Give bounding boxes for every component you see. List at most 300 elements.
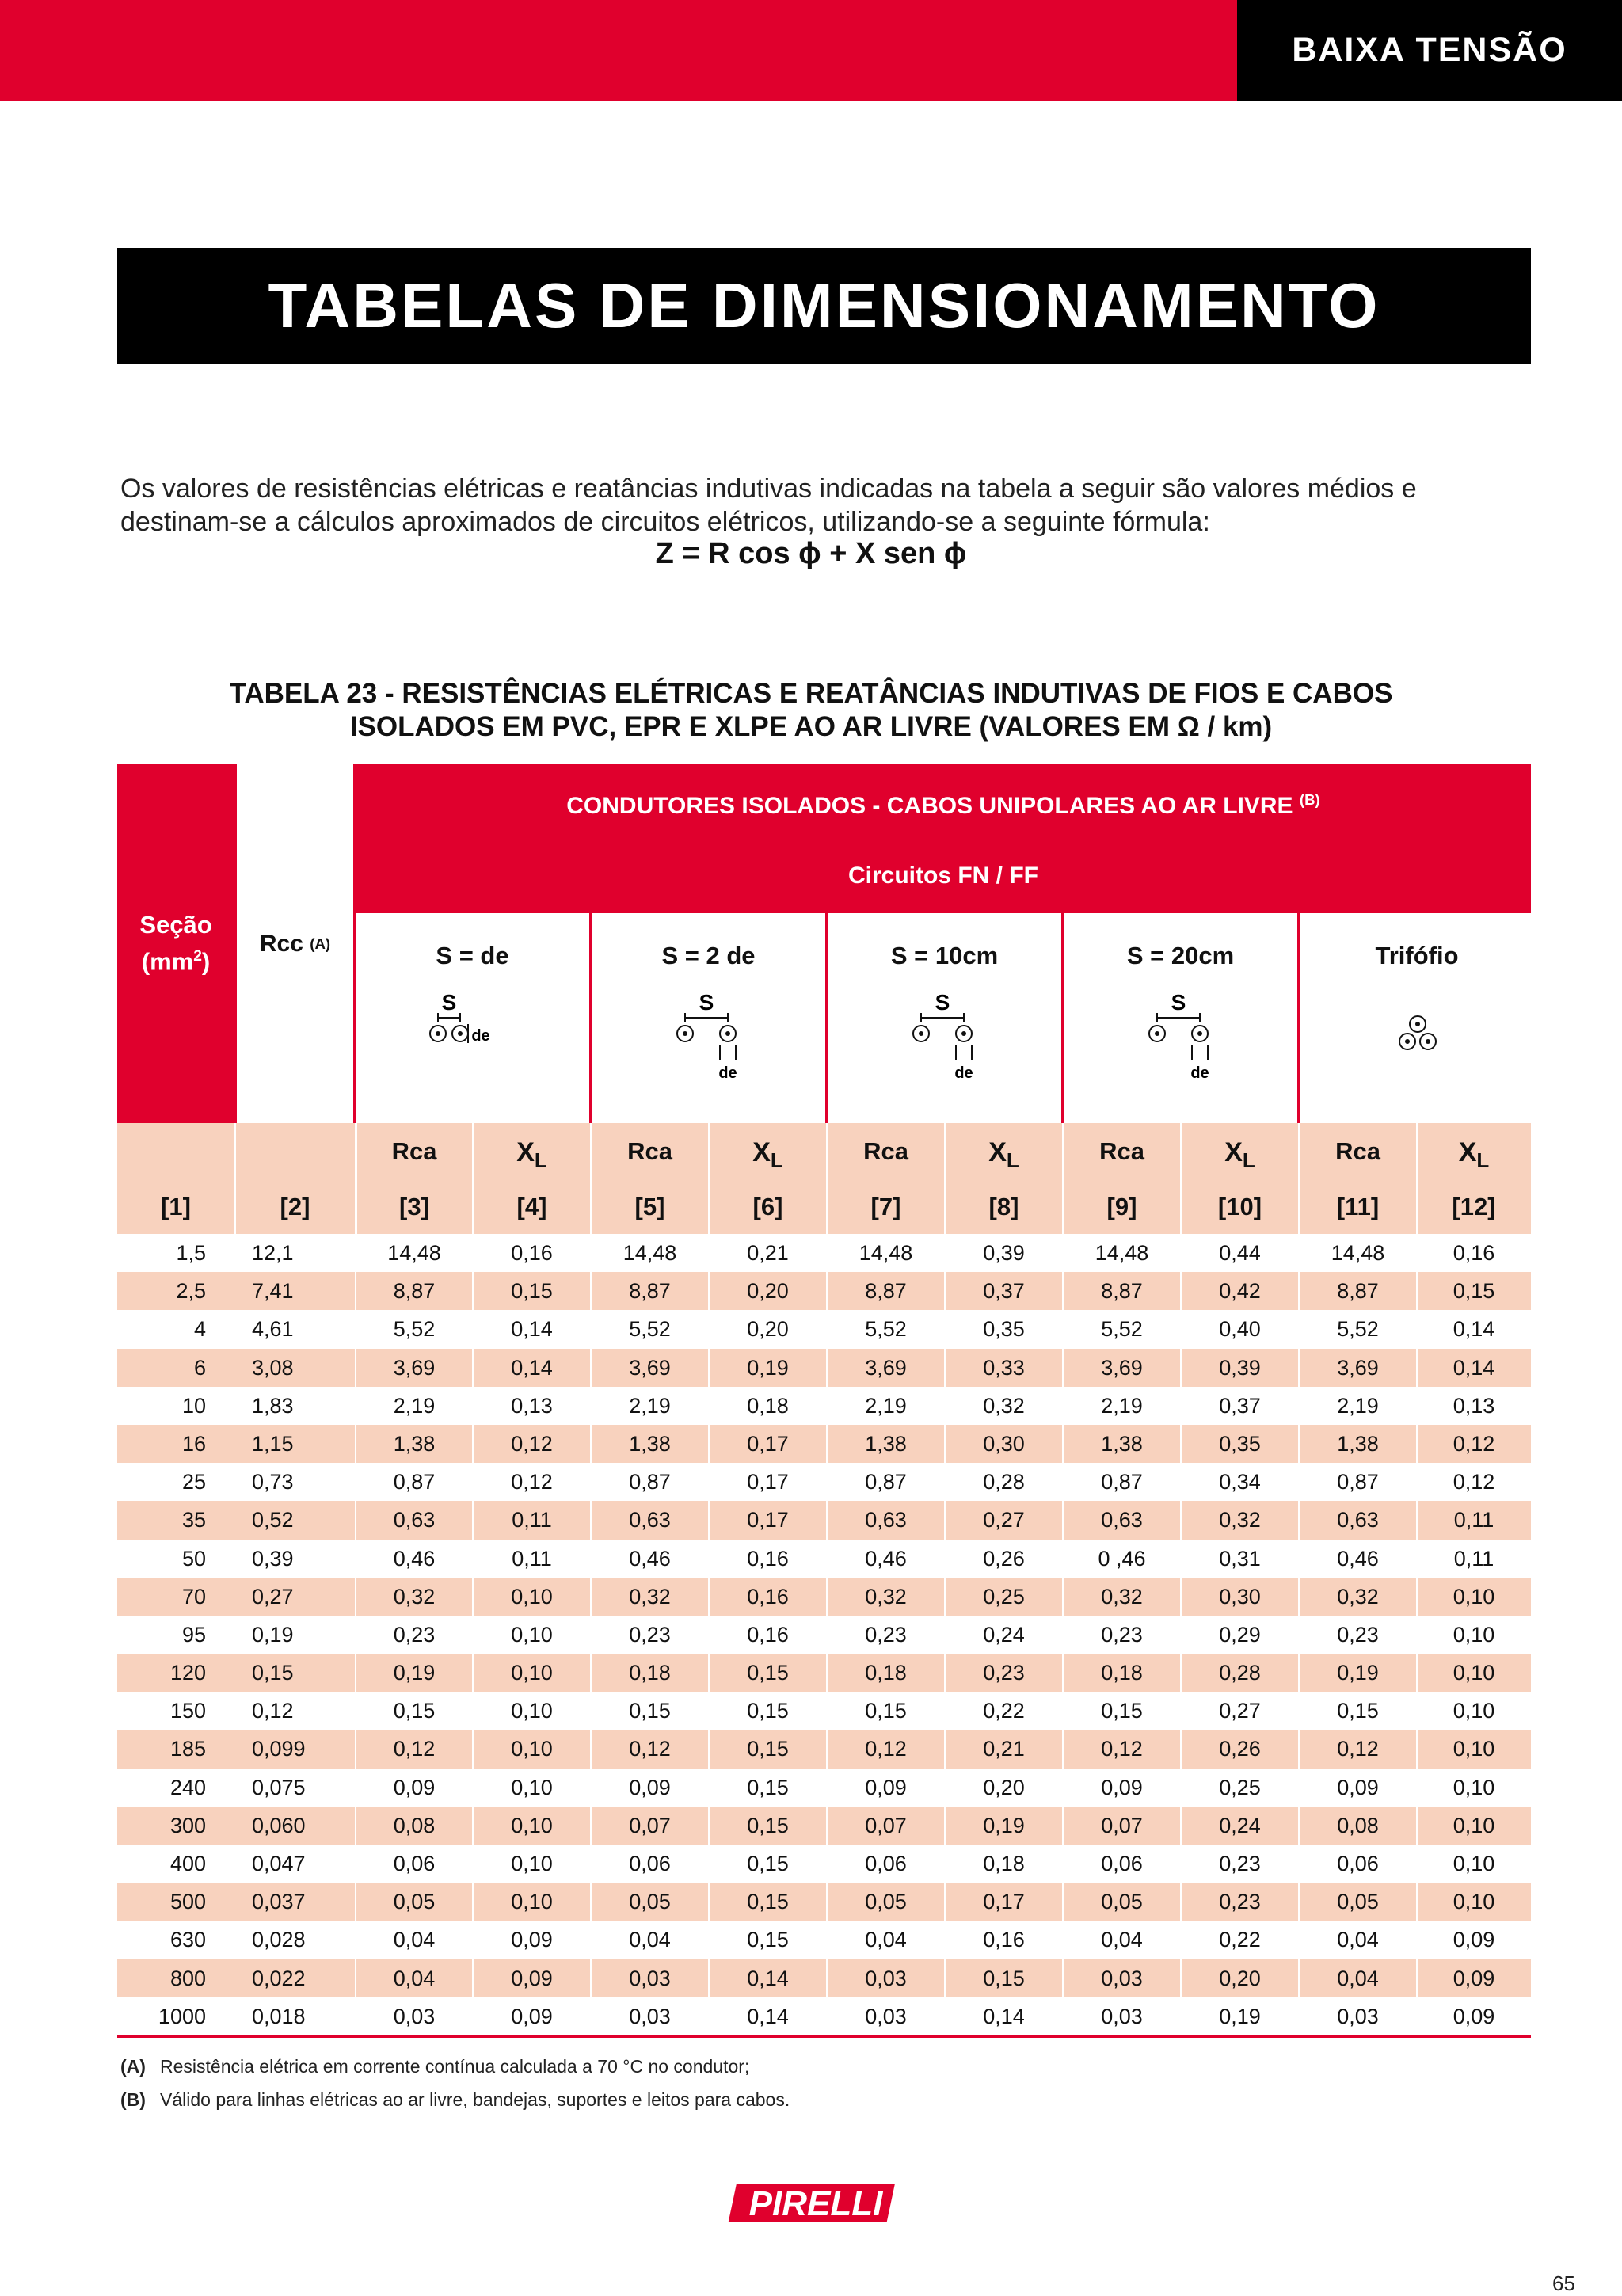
xl-value: 0,28: [983, 1470, 1025, 1494]
rca-value: 0,05: [865, 1890, 907, 1914]
xl-value: 0,10: [511, 1622, 553, 1647]
column-number: [4]: [516, 1193, 547, 1220]
table-row: [117, 1234, 1531, 1272]
section-value: 800: [169, 1966, 206, 1990]
conductor-diagram: [1064, 984, 1300, 1087]
rca-value: 0,06: [1101, 1852, 1143, 1875]
xl-value: 0,17: [983, 1890, 1025, 1914]
rca-value: 0,12: [865, 1737, 907, 1761]
xl-value: 0,17: [747, 1470, 789, 1494]
rca-value: 0,03: [865, 2004, 907, 2028]
xl-value: 0,37: [1219, 1393, 1261, 1418]
xl-value: 0,14: [1453, 1317, 1495, 1342]
table-row: [117, 1845, 1531, 1883]
xl-value: 0,15: [747, 1890, 789, 1914]
conductor-dot: [1155, 1031, 1159, 1036]
section-value: 630: [169, 1928, 206, 1952]
rcc-value: 0,52: [252, 1508, 294, 1533]
xl-value: 0,15: [747, 1661, 789, 1685]
rca-value: 0 ,46: [1098, 1546, 1146, 1571]
rca-value: 5,52: [629, 1317, 671, 1342]
xl-value: 0,20: [983, 1775, 1025, 1799]
xl-value: 0,18: [983, 1852, 1025, 1875]
column-number: [1]: [161, 1193, 191, 1220]
rca-value: 0,32: [393, 1584, 436, 1609]
config-header-3: [828, 913, 1064, 1123]
rca-value: 8,87: [629, 1279, 671, 1304]
config-label: S = 10cm: [890, 942, 999, 969]
xl-value: 0,14: [983, 2004, 1025, 2028]
xl-value: 0,23: [983, 1661, 1025, 1685]
rca-value: 0,15: [865, 1699, 907, 1723]
section-label: BAIXA TENSÃO: [1237, 0, 1622, 101]
rca-value: 1,38: [629, 1431, 671, 1456]
rca-value: 0,23: [1101, 1622, 1143, 1647]
table-row: [117, 1272, 1531, 1310]
rca-value: 0,32: [1337, 1584, 1379, 1609]
xl-value: 0,35: [1219, 1431, 1261, 1456]
rca-value: 8,87: [1337, 1279, 1379, 1304]
footnote-a: (A) Resistência elétrica em corrente contínua calculada a 70 °C no condutor;: [120, 2056, 750, 2077]
rca-value: 0,04: [1101, 1928, 1143, 1952]
xl-value: 0,25: [1219, 1775, 1261, 1799]
pirelli-logo-mark: [727, 2184, 895, 2222]
column-quantity: Rca: [391, 1137, 437, 1165]
conductor-dot: [436, 1031, 440, 1036]
xl-value: 0,11: [512, 1508, 552, 1533]
svg-text:PIRELLI: PIRELLI: [748, 2184, 883, 2222]
conductor-diagram: [592, 984, 828, 1087]
diagram-label: de: [718, 1064, 737, 1082]
rca-value: 14,48: [1331, 1241, 1385, 1265]
rca-value: 0,06: [393, 1852, 436, 1875]
diagram-label: S: [699, 990, 714, 1015]
column-number: [6]: [752, 1193, 783, 1220]
rca-value: 0,46: [1337, 1546, 1379, 1571]
xl-value: 0,18: [747, 1393, 789, 1418]
xl-value: 0,19: [747, 1355, 789, 1380]
xl-value: 0,14: [1453, 1355, 1495, 1380]
section-value: 50: [181, 1546, 206, 1571]
config-header-2: [592, 913, 828, 1123]
xl-value: 0,16: [511, 1241, 553, 1265]
table-caption-line1: TABELA 23 - RESISTÊNCIAS ELÉTRICAS E REATÂNCIAS INDUTIVAS DE FIOS E CABOS: [229, 678, 1393, 709]
rcc-header: [234, 764, 356, 1123]
column-number: [10]: [1217, 1193, 1262, 1220]
rca-value: 0,06: [865, 1852, 907, 1875]
config-label: S = de: [436, 942, 509, 969]
xl-value: 0,26: [983, 1546, 1025, 1571]
table-row: [117, 1997, 1531, 2035]
rca-value: 0,23: [865, 1622, 907, 1647]
xl-value: 0,12: [1453, 1470, 1495, 1494]
rca-value: 8,87: [865, 1279, 907, 1304]
rca-value: 0,12: [629, 1737, 671, 1761]
rcc-note: (A): [310, 935, 331, 952]
conductor-dot: [1405, 1039, 1410, 1044]
table-caption: [0, 677, 1622, 744]
xl-value: 0,26: [1219, 1737, 1261, 1761]
xl-value: 0,29: [1219, 1622, 1261, 1647]
column-quantity: $X_L$: [988, 1137, 1019, 1172]
section-value: 10: [181, 1393, 206, 1418]
xl-value: 0,32: [1219, 1508, 1261, 1533]
section-value: 95: [181, 1622, 206, 1647]
xl-value: 0,21: [747, 1241, 789, 1265]
xl-value: 0,40: [1219, 1317, 1261, 1342]
rca-value: 2,19: [1337, 1393, 1379, 1418]
xl-value: 0,23: [1219, 1852, 1261, 1875]
rcc-value: 0,099: [252, 1737, 306, 1761]
rca-value: 2,19: [1101, 1393, 1143, 1418]
config-label: S = 20cm: [1126, 942, 1235, 969]
config-header-4: [1064, 913, 1300, 1123]
circuits-header: Circuitos FN / FF: [848, 862, 1038, 889]
column-number: [8]: [988, 1193, 1019, 1220]
rcc-value: 0,12: [252, 1699, 294, 1723]
rca-value: 0,63: [629, 1508, 671, 1533]
section-value: 185: [169, 1737, 206, 1761]
xl-value: 0,35: [983, 1317, 1025, 1342]
rca-value: 3,69: [393, 1355, 436, 1380]
rcc-value: 4,61: [252, 1317, 294, 1342]
conductor-dot: [961, 1031, 966, 1036]
conductor-dot: [1197, 1031, 1202, 1036]
column-quantity: $X_L$: [516, 1137, 547, 1172]
rca-value: 0,04: [629, 1928, 671, 1952]
xl-value: 0,19: [983, 1813, 1025, 1837]
xl-value: 0,16: [747, 1622, 789, 1647]
section-value: 150: [169, 1699, 206, 1723]
footnote-b: (B) Válido para linhas elétricas ao ar livre, bandejas, suportes e leitos para cabos.: [120, 2089, 790, 2110]
xl-value: 0,09: [511, 1966, 553, 1990]
section-value: 16: [181, 1431, 206, 1456]
xl-value: 0,12: [511, 1431, 553, 1456]
section-value: 1000: [158, 2004, 206, 2028]
xl-value: 0,10: [1453, 1852, 1495, 1875]
rcc-value: 1,15: [252, 1431, 294, 1456]
xl-value: 0,10: [511, 1661, 553, 1685]
xl-value: 0,15: [983, 1966, 1025, 1990]
table-row: [117, 1310, 1531, 1348]
rcc-value: 0,19: [252, 1622, 294, 1647]
table-row: [117, 1578, 1531, 1616]
rca-value: 0,04: [393, 1928, 436, 1952]
xl-value: 0,10: [1453, 1661, 1495, 1685]
conductor-dot: [725, 1031, 730, 1036]
rca-value: 8,87: [393, 1279, 436, 1304]
rca-value: 0,05: [1101, 1890, 1143, 1914]
rcc-value: 0,39: [252, 1546, 294, 1571]
xl-value: 0,21: [983, 1737, 1025, 1761]
rca-value: 0,09: [393, 1775, 436, 1799]
rca-value: 0,23: [629, 1622, 671, 1647]
rca-value: 5,52: [393, 1317, 436, 1342]
column-number: [5]: [634, 1193, 665, 1220]
rca-value: 0,46: [629, 1546, 671, 1571]
rca-value: 2,19: [629, 1393, 671, 1418]
xl-value: 0,14: [747, 2004, 789, 2028]
rca-value: 3,69: [865, 1355, 907, 1380]
config-header-5: [1300, 913, 1534, 1123]
rca-value: 0,09: [1337, 1775, 1379, 1799]
xl-value: 0,15: [747, 1928, 789, 1952]
rcc-value: 0,022: [252, 1966, 306, 1990]
rca-value: 0,07: [865, 1813, 907, 1837]
rca-value: 0,87: [393, 1470, 436, 1494]
rcc-value: 0,27: [252, 1584, 294, 1609]
rca-value: 2,19: [865, 1393, 907, 1418]
xl-value: 0,33: [983, 1355, 1025, 1380]
table-row: [117, 1387, 1531, 1425]
xl-value: 0,09: [511, 1928, 553, 1952]
xl-value: 0,22: [1219, 1928, 1261, 1952]
rca-value: 0,12: [1101, 1737, 1143, 1761]
column-quantity: $X_L$: [1224, 1137, 1255, 1172]
column-number: [9]: [1106, 1193, 1137, 1220]
xl-value: 0,11: [512, 1546, 552, 1571]
conductor-diagram: [356, 984, 592, 1087]
conductor-dot: [458, 1031, 463, 1036]
rca-value: 0,03: [393, 2004, 436, 2028]
column-number: [11]: [1336, 1193, 1380, 1220]
rca-value: 0,32: [865, 1584, 907, 1609]
rca-value: 0,05: [1337, 1890, 1379, 1914]
rca-value: 0,03: [1337, 2004, 1379, 2028]
rca-value: 14,48: [859, 1241, 913, 1265]
xl-value: 0,25: [983, 1584, 1025, 1609]
xl-value: 0,12: [511, 1470, 553, 1494]
rcc-label: Rcc: [259, 930, 303, 957]
xl-value: 0,10: [1453, 1890, 1495, 1914]
section-value: 6: [193, 1355, 206, 1380]
diagram-label: S: [1171, 990, 1186, 1015]
xl-value: 0,15: [1453, 1279, 1495, 1304]
rca-value: 0,15: [629, 1699, 671, 1723]
rca-value: 0,09: [629, 1775, 671, 1799]
rca-value: 0,06: [629, 1852, 671, 1875]
xl-value: 0,10: [1453, 1699, 1495, 1723]
rca-value: 0,12: [393, 1737, 436, 1761]
rca-value: 0,63: [1337, 1508, 1379, 1533]
column-number: [3]: [399, 1193, 429, 1220]
table-row: [117, 1463, 1531, 1501]
conductor-dot: [683, 1031, 687, 1036]
xl-value: 0,27: [1219, 1699, 1261, 1723]
section-value: 1,5: [176, 1241, 206, 1265]
rca-value: 0,04: [1337, 1928, 1379, 1952]
rcc-value: 0,047: [252, 1852, 306, 1875]
section-value: 300: [169, 1813, 206, 1837]
xl-value: 0,24: [983, 1622, 1025, 1647]
xl-value: 0,34: [1219, 1470, 1261, 1494]
section-value: 35: [181, 1508, 206, 1533]
xl-value: 0,10: [511, 1852, 553, 1875]
xl-value: 0,39: [1219, 1355, 1261, 1380]
rcc-value: 12,1: [252, 1241, 294, 1265]
rca-value: 5,52: [1337, 1317, 1379, 1342]
xl-value: 0,13: [511, 1393, 553, 1418]
rca-value: 0,12: [1337, 1737, 1379, 1761]
xl-value: 0,10: [511, 1699, 553, 1723]
rcc-value: 3,08: [252, 1355, 294, 1380]
rca-value: 0,87: [1101, 1470, 1143, 1494]
table-body: [117, 1234, 1531, 2035]
section-value: 2,5: [176, 1279, 206, 1304]
table-row: [117, 1654, 1531, 1692]
column-quantity: Rca: [1335, 1137, 1380, 1165]
xl-value: 0,10: [1453, 1622, 1495, 1647]
secao-header: [117, 764, 234, 1123]
column-number: [7]: [870, 1193, 901, 1220]
rca-value: 0,63: [393, 1508, 436, 1533]
rcc-value: 0,075: [252, 1775, 306, 1799]
rca-value: 0,23: [393, 1622, 436, 1647]
resistance-table: [117, 764, 1531, 2038]
xl-value: 0,44: [1219, 1241, 1261, 1265]
xl-value: 0,11: [1453, 1546, 1494, 1571]
column-quantity: $X_L$: [752, 1137, 783, 1172]
rca-value: 0,03: [629, 2004, 671, 2028]
section-value: 240: [169, 1775, 206, 1799]
xl-value: 0,09: [1453, 2004, 1495, 2028]
rca-value: 0,09: [1101, 1775, 1143, 1799]
xl-value: 0,17: [747, 1431, 789, 1456]
xl-value: 0,20: [747, 1317, 789, 1342]
xl-value: 0,16: [747, 1546, 789, 1571]
conductor-dot: [919, 1031, 923, 1036]
rca-value: 0,03: [1101, 2004, 1143, 2028]
conductor-dot: [1415, 1022, 1420, 1026]
secao-label: Seção: [139, 911, 212, 939]
intro-paragraph: Os valores de resistências elétricas e reatâncias indutivas indicadas na tabela a seguir são valores médios e destinam-se a cálculos aproximados de circuitos elétricos, utilizando-se a seguinte fórmula:: [120, 474, 1417, 537]
rcc-value: 0,73: [252, 1470, 294, 1494]
rcc-value: 0,018: [252, 2004, 306, 2028]
rca-value: 0,03: [1101, 1966, 1143, 1990]
diagram-label: de: [954, 1064, 973, 1082]
column-quantity: Rca: [863, 1137, 908, 1165]
rca-value: 0,18: [1101, 1661, 1143, 1685]
rca-value: 0,18: [865, 1661, 907, 1685]
rca-value: 0,05: [629, 1890, 671, 1914]
xl-value: 0,10: [511, 1737, 553, 1761]
xl-value: 0,32: [983, 1393, 1025, 1418]
xl-value: 0,20: [747, 1279, 789, 1304]
xl-value: 0,15: [747, 1737, 789, 1761]
rca-value: 0,46: [393, 1546, 436, 1571]
diagram-label: S: [935, 990, 950, 1015]
table-row: [117, 1959, 1531, 1997]
column-quantity: Rca: [627, 1137, 672, 1165]
table-caption-line2: ISOLADOS EM PVC, EPR E XLPE AO AR LIVRE (VALORES EM Ω / km): [349, 711, 1273, 742]
conductor-diagram: [828, 984, 1064, 1087]
table-header: [117, 764, 1531, 1123]
xl-value: 0,17: [747, 1508, 789, 1533]
xl-value: 0,09: [511, 2004, 553, 2028]
xl-value: 0,10: [511, 1890, 553, 1914]
rca-value: 0,63: [1101, 1508, 1143, 1533]
xl-value: 0,10: [511, 1813, 553, 1837]
xl-value: 0,16: [747, 1584, 789, 1609]
xl-value: 0,30: [983, 1431, 1025, 1456]
table-row: [117, 1349, 1531, 1387]
rca-value: 2,19: [393, 1393, 436, 1418]
xl-value: 0,42: [1219, 1279, 1261, 1304]
rca-value: 8,87: [1101, 1279, 1143, 1304]
rca-value: 0,32: [629, 1584, 671, 1609]
rca-value: 0,04: [865, 1928, 907, 1952]
page-number: 65: [1552, 2271, 1575, 2295]
section-value: 500: [169, 1890, 206, 1914]
rcc-value: 1,83: [252, 1393, 294, 1418]
column-number: [12]: [1452, 1193, 1496, 1220]
xl-value: 0,13: [1453, 1393, 1495, 1418]
xl-value: 0,10: [1453, 1584, 1495, 1609]
rca-value: 0,15: [1337, 1699, 1379, 1723]
table-row: [117, 1425, 1531, 1463]
formula: Z = R cos ϕ + X sen ϕ: [655, 537, 967, 570]
xl-value: 0,16: [983, 1928, 1025, 1952]
rca-value: 0,87: [629, 1470, 671, 1494]
rca-value: 14,48: [623, 1241, 677, 1265]
rca-value: 0,06: [1337, 1852, 1379, 1875]
xl-value: 0,09: [1453, 1928, 1495, 1952]
diagram-label: de: [471, 1027, 490, 1045]
table-row: [117, 1921, 1531, 1959]
rca-value: 0,04: [393, 1966, 436, 1990]
xl-value: 0,09: [1453, 1966, 1495, 1990]
rca-value: 1,38: [1101, 1431, 1143, 1456]
xl-value: 0,10: [511, 1775, 553, 1799]
xl-value: 0,10: [1453, 1775, 1495, 1799]
xl-value: 0,31: [1219, 1546, 1261, 1571]
rca-value: 0,63: [865, 1508, 907, 1533]
column-quantity: $X_L$: [1458, 1137, 1490, 1172]
conductor-dot: [1426, 1039, 1430, 1044]
secao-unit: $(mm^2)$: [141, 947, 211, 976]
xl-value: 0,28: [1219, 1661, 1261, 1685]
diagram-label: de: [1190, 1064, 1209, 1082]
rca-value: 5,52: [1101, 1317, 1143, 1342]
rca-value: 0,18: [629, 1661, 671, 1685]
xl-value: 0,10: [511, 1584, 553, 1609]
rca-value: 0,08: [393, 1813, 436, 1837]
table-row: [117, 1501, 1531, 1539]
table-bottom-rule: [117, 2035, 1531, 2038]
rcc-value: 0,15: [252, 1661, 294, 1685]
xl-value: 0,19: [1219, 2004, 1261, 2028]
section-value: 25: [181, 1470, 206, 1494]
rca-value: 0,46: [865, 1546, 907, 1571]
rca-value: 0,15: [1101, 1699, 1143, 1723]
xl-value: 0,15: [747, 1852, 789, 1875]
xl-value: 0,20: [1219, 1966, 1261, 1990]
xl-value: 0,24: [1219, 1813, 1261, 1837]
rca-value: 14,48: [387, 1241, 441, 1265]
xl-value: 0,10: [1453, 1813, 1495, 1837]
rca-value: 0,04: [1337, 1966, 1379, 1990]
xl-value: 0,14: [747, 1966, 789, 1990]
xl-value: 0,10: [1453, 1737, 1495, 1761]
xl-value: 0,23: [1219, 1890, 1261, 1914]
column-number: [2]: [280, 1193, 310, 1220]
subheader-row: [117, 1123, 1531, 1234]
table-row: [117, 1540, 1531, 1578]
rca-value: 0,19: [1337, 1661, 1379, 1685]
xl-value: 0,37: [983, 1279, 1025, 1304]
diagram-label: S: [441, 990, 457, 1015]
xl-value: 0,15: [747, 1775, 789, 1799]
